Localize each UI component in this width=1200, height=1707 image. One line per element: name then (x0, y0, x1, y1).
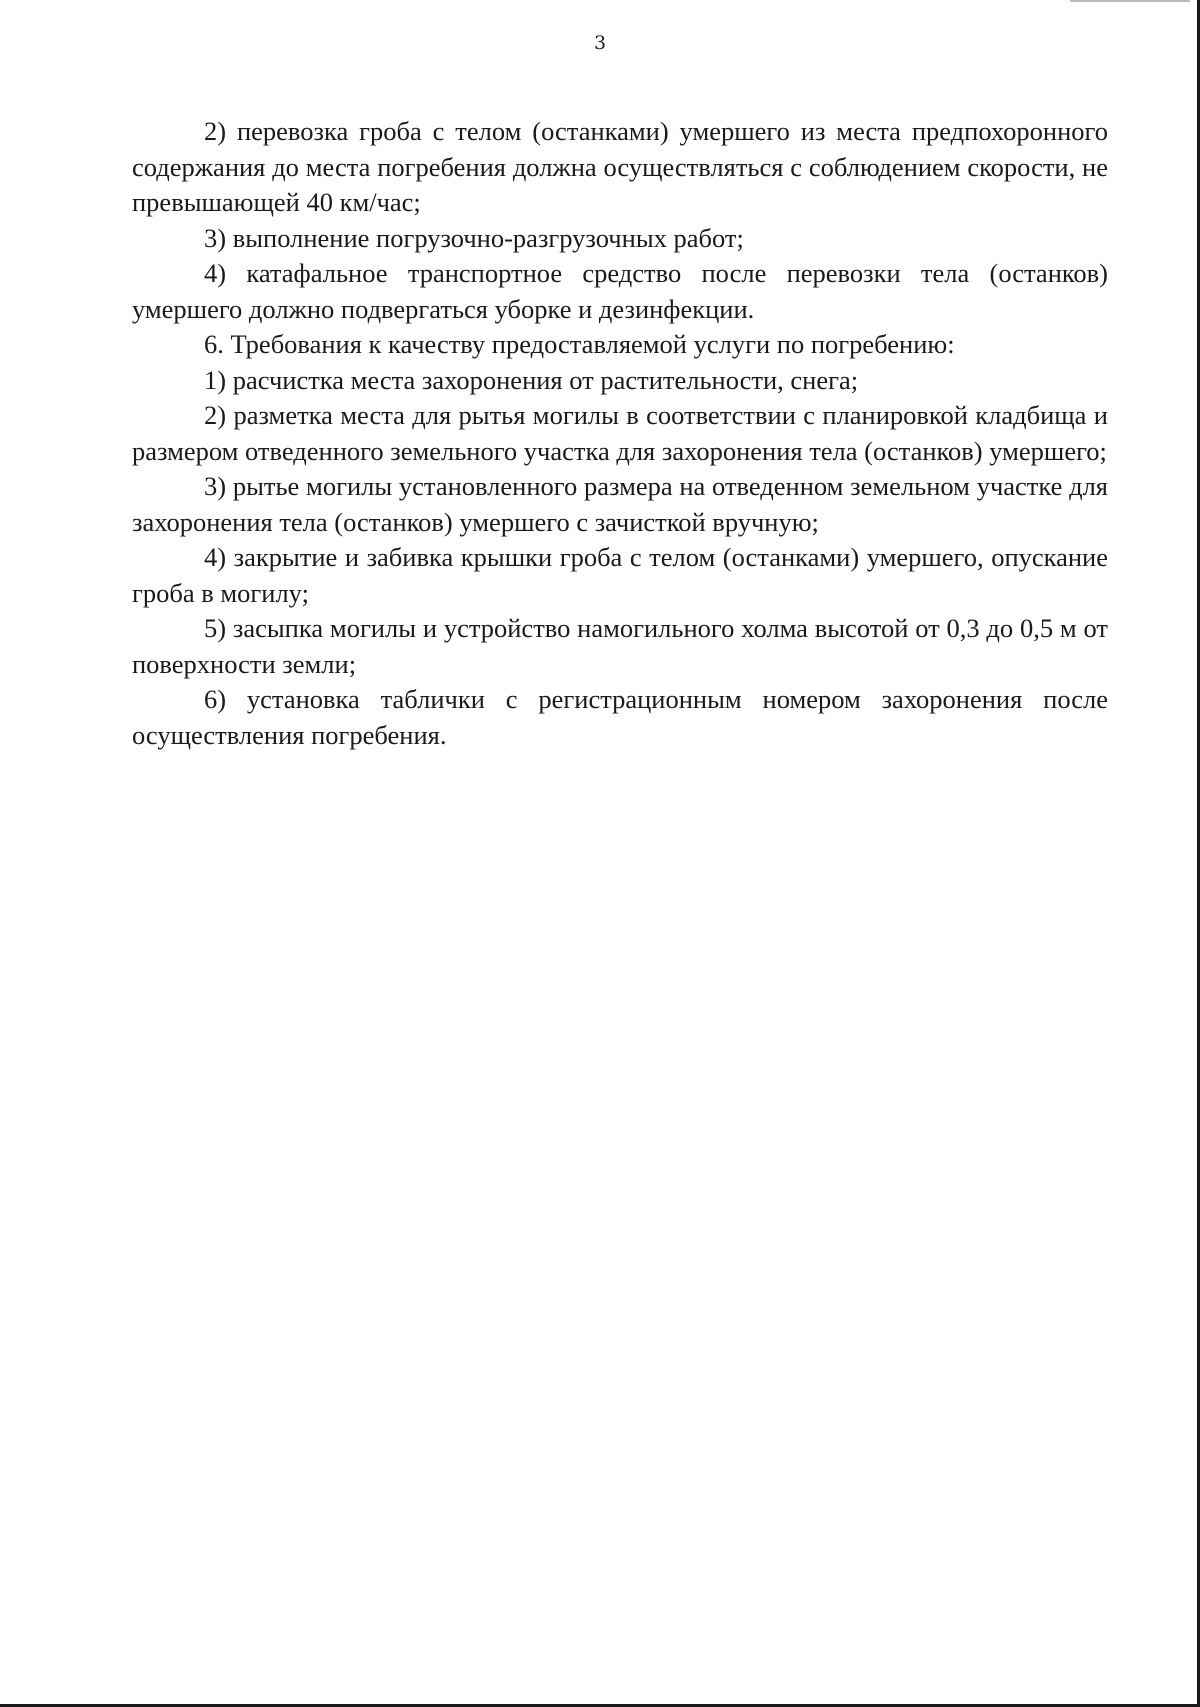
paragraph-transport-coffin: 2) перевозка гроба с телом (останками) умершего из места предпохоронного содержания до места погребения должна осуществляться с соблюдением скорости, не превышающей 40 км/час; (132, 116, 1108, 217)
paragraph-grave-marking: 2) разметка места для рытья могилы в соответствии с планировкой кладбища и размером отведенного земельного участка для захоронения тела (останков) умершего; (132, 400, 1108, 466)
paragraph-coffin-closing: 4) закрытие и забивка крышки гроба с телом (останками) умершего, опускание гроба в могилу; (132, 542, 1108, 608)
page-number: 3 (593, 32, 607, 54)
paragraph-section-6-heading: 6. Требования к качеству предоставляемой услуги по погребению: (204, 329, 955, 359)
paragraph-loading-works: 3) выполнение погрузочно-разгрузочных работ; (204, 222, 744, 253)
paragraph-grave-digging: 3) рытье могилы установленного размера на отведенном земельном участке для захоронения тела (останков) умершего с зачисткой вручную; (132, 471, 1108, 537)
scan-edge-top (1070, 0, 1190, 2)
document-body (132, 114, 1108, 753)
paragraph-hearse-disinfection: 4) катафальное транспортное средство после перевозки тела (останков) умершего должно подвергаться уборке и дезинфекции. (132, 258, 1108, 324)
paragraph-grave-filling: 5) засыпка могилы и устройство намогильного холма высотой от 0,3 до 0,5 м от поверхности земли; (132, 613, 1108, 679)
paragraph-plate-installation: 6) установка таблички с регистрационным номером захоронения после осуществления погребения. (132, 684, 1108, 750)
paragraph-site-clearing: 1) расчистка места захоронения от растительности, снега; (204, 364, 859, 395)
